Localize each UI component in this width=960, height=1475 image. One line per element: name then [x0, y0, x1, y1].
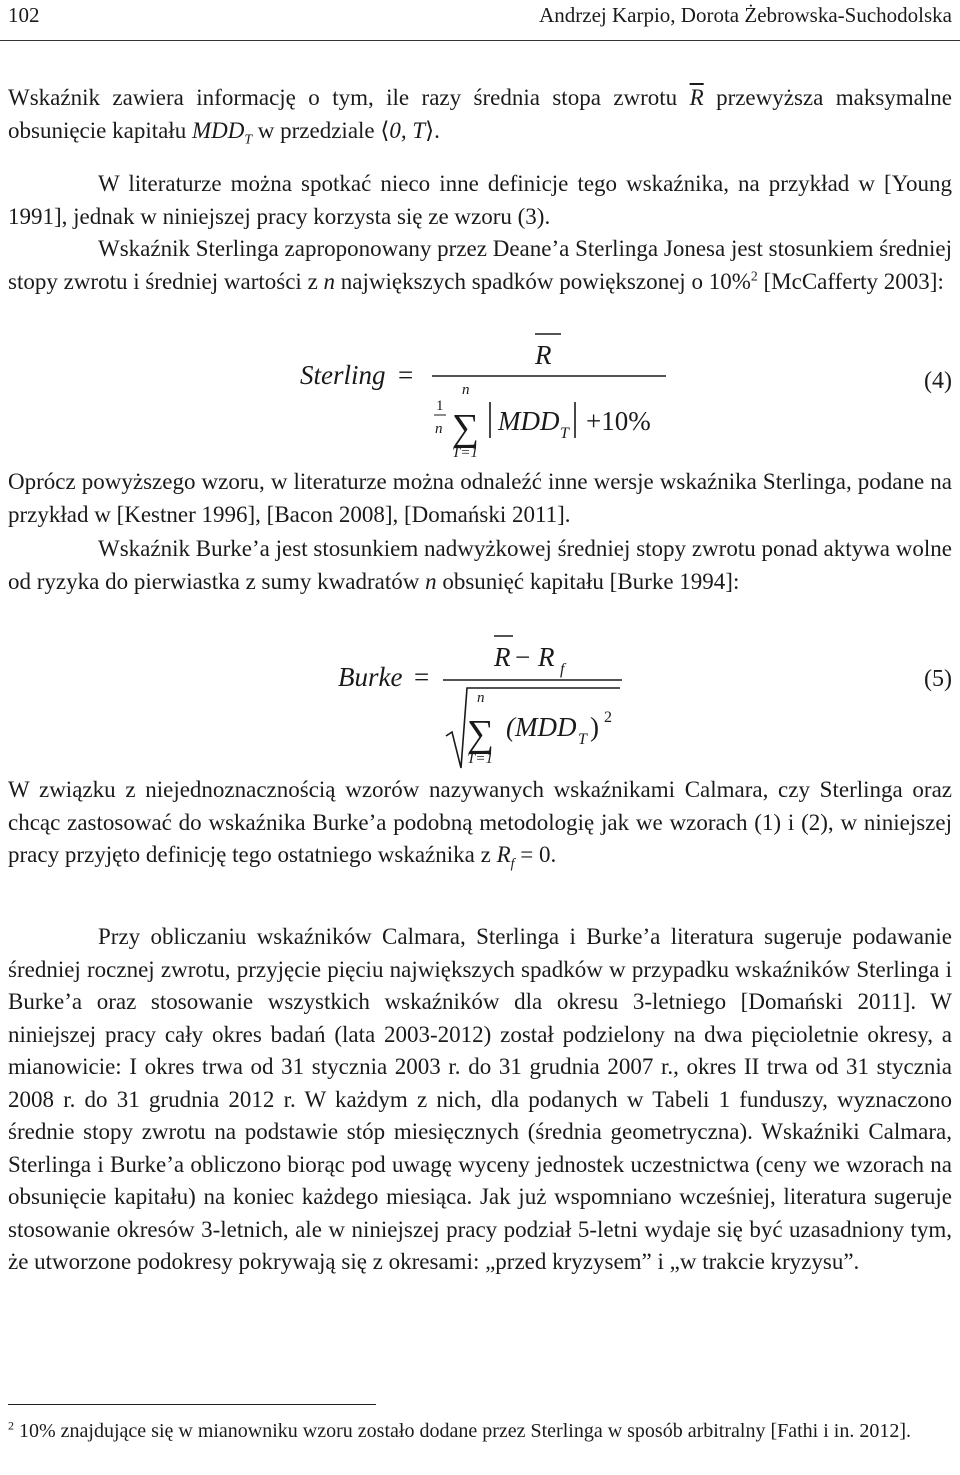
equation-4 — [0, 330, 960, 470]
eq4-n: n — [435, 421, 443, 437]
footnote-rule — [8, 1404, 376, 1405]
equation-5 — [0, 628, 960, 776]
footnote-ref: 2 — [750, 267, 758, 283]
header-authors: Andrzej Karpio, Dorota Żebrowska-Suchodolska — [539, 3, 952, 27]
eq4-lhs: Sterling — [300, 360, 386, 390]
eq5-sum-top: n — [477, 690, 485, 706]
footnote: $^2$ 10% znajdujące się w mianowniku wzoru zostało dodane przez Sterlinga w sposób arbitralny [Fathi i in. 2012]. — [8, 1418, 911, 1442]
sigma-symbol: ∑ — [467, 713, 495, 755]
eq4-equals: = — [398, 360, 414, 390]
paragraph-5: Wskaźnik Burke’a jest stosunkiem nadwyżkowej średniej stopy zwrotu ponad aktywa wolne od ryzyka do pierwiastka z sumy kwadratów n obsunięć kapitału [Burke 1994]: — [8, 536, 952, 594]
eq5-sum-bottom: T=1 — [467, 751, 493, 767]
eq4-plus-10: +10% — [586, 406, 651, 436]
sigma-symbol: ∑ — [452, 407, 480, 449]
eq4-one: 1 — [436, 398, 444, 414]
mean-return-symbol: $\overline{R}$ — [689, 85, 704, 110]
svg-text:T: T — [578, 731, 587, 748]
paragraph-6: W związku z niejednoznacznością wzorów nazywanych wskaźnikami Calmara, czy Sterlinga oraz chcąc zastosować do wskaźnika Burke’a podobną metodologię jak we wzorach (1) i (2), w niniejszej pracy przyjęto definicję tego ostatniego wskaźnika z $R_f = 0$. — [8, 777, 952, 871]
paragraph-1: Wskaźnik zawiera informację o tym, ile razy średnia stopa zwrotu $\overline{R}$ przewyższa maksymalne obsunięcie kapitału $MDD_T$ w przedziale ⟨0, T⟩. — [8, 85, 952, 147]
header-rule — [0, 40, 960, 41]
equation-4-graphic — [0, 330, 960, 470]
running-header — [8, 3, 952, 27]
eq4-sum-top: n — [462, 382, 470, 398]
eq4-mdd: MDD — [498, 406, 560, 436]
svg-text:−: − — [515, 642, 531, 672]
svg-text:): ) — [590, 712, 599, 742]
paragraph-4: Oprócz powyższego wzoru, w literaturze można odnaleźć inne wersje wskaźnika Sterlinga, podane na przykład w [Kestner 1996], [Bacon 2008], [Domański 2011]. — [8, 469, 952, 527]
paragraph-3: Wskaźnik Sterlinga zaproponowany przez Deane’a Sterlinga Jonesa jest stosunkiem średniej stopy zwrotu i średniej wartości z n największych spadków powiększonej o 10%$^2$ [McCafferty 2003]: — [8, 236, 952, 294]
mdd-symbol: MDD — [191, 117, 245, 143]
eq4-sum-bottom: T=1 — [452, 445, 478, 461]
eq4-numerator: R — [535, 340, 552, 370]
svg-text:T: T — [560, 425, 569, 442]
eq5-mdd: (MDD — [506, 712, 577, 742]
interval: ⟨0, T⟩ — [380, 117, 435, 143]
equation-5-graphic — [0, 628, 960, 776]
eq5-equals: = — [414, 662, 430, 692]
equation-5-number: (5) — [924, 666, 952, 692]
svg-text:2: 2 — [604, 709, 612, 726]
equation-4-number: (4) — [924, 368, 952, 394]
eq5-lhs: Burke — [338, 662, 403, 692]
page-number: 102 — [8, 3, 40, 27]
paragraph-2: W literaturze można spotkać nieco inne definicje tego wskaźnika, na przykład w [Young 1991], jednak w niniejszej pracy korzysta się ze wzoru (3). — [8, 171, 952, 229]
paragraph-7: Przy obliczaniu wskaźników Calmara, Sterlinga i Burke’a literatura sugeruje podawanie średniej rocznej zwrotu, przyjęcie pięciu największych spadków w przypadku wskaźników Sterlinga i Burke’a oraz stosowanie wszystkich wskaźników dla okresu 3-letniego [Domański 2011]. W niniejszej pracy cały okres badań (lata 2003-2012) został podzielony na dwa pięcioletnie okresy, a mianowicie: I okres trwa od 31 stycznia 2003 r. do 31 grudnia 2007 r., okres II trwa od 31 stycznia 2008 r. do 31 grudnia 2012 r. W każdym z nich, dla podanych w Tabeli 1 funduszy, wyznaczono średnie stopy zwrotu na podstawie stóp miesięcznych (średnia geometryczna). Wskaźniki Calmara, Sterlinga i Burke’a obliczono biorąc pod uwagę wyceny jednostek uczestnictwa (ceny we wzorach na obsunięcie kapitału) na koniec każdego miesiąca. Jak już wspomniano wcześniej, literatura sugeruje stosowanie okresów 3-letnich, ale w niniejszej pracy podział 5-letni wydaje się być uzasadniony tym, że utworzone podokresy pokrywają się z okresami: „przed kryzysem” i „w trakcie kryzysu”. — [8, 924, 952, 1274]
eq5-rf: R — [538, 642, 555, 672]
eq5-r: R — [494, 642, 511, 672]
footnote-mark: 2 — [8, 1418, 14, 1433]
svg-text:f: f — [560, 661, 565, 678]
